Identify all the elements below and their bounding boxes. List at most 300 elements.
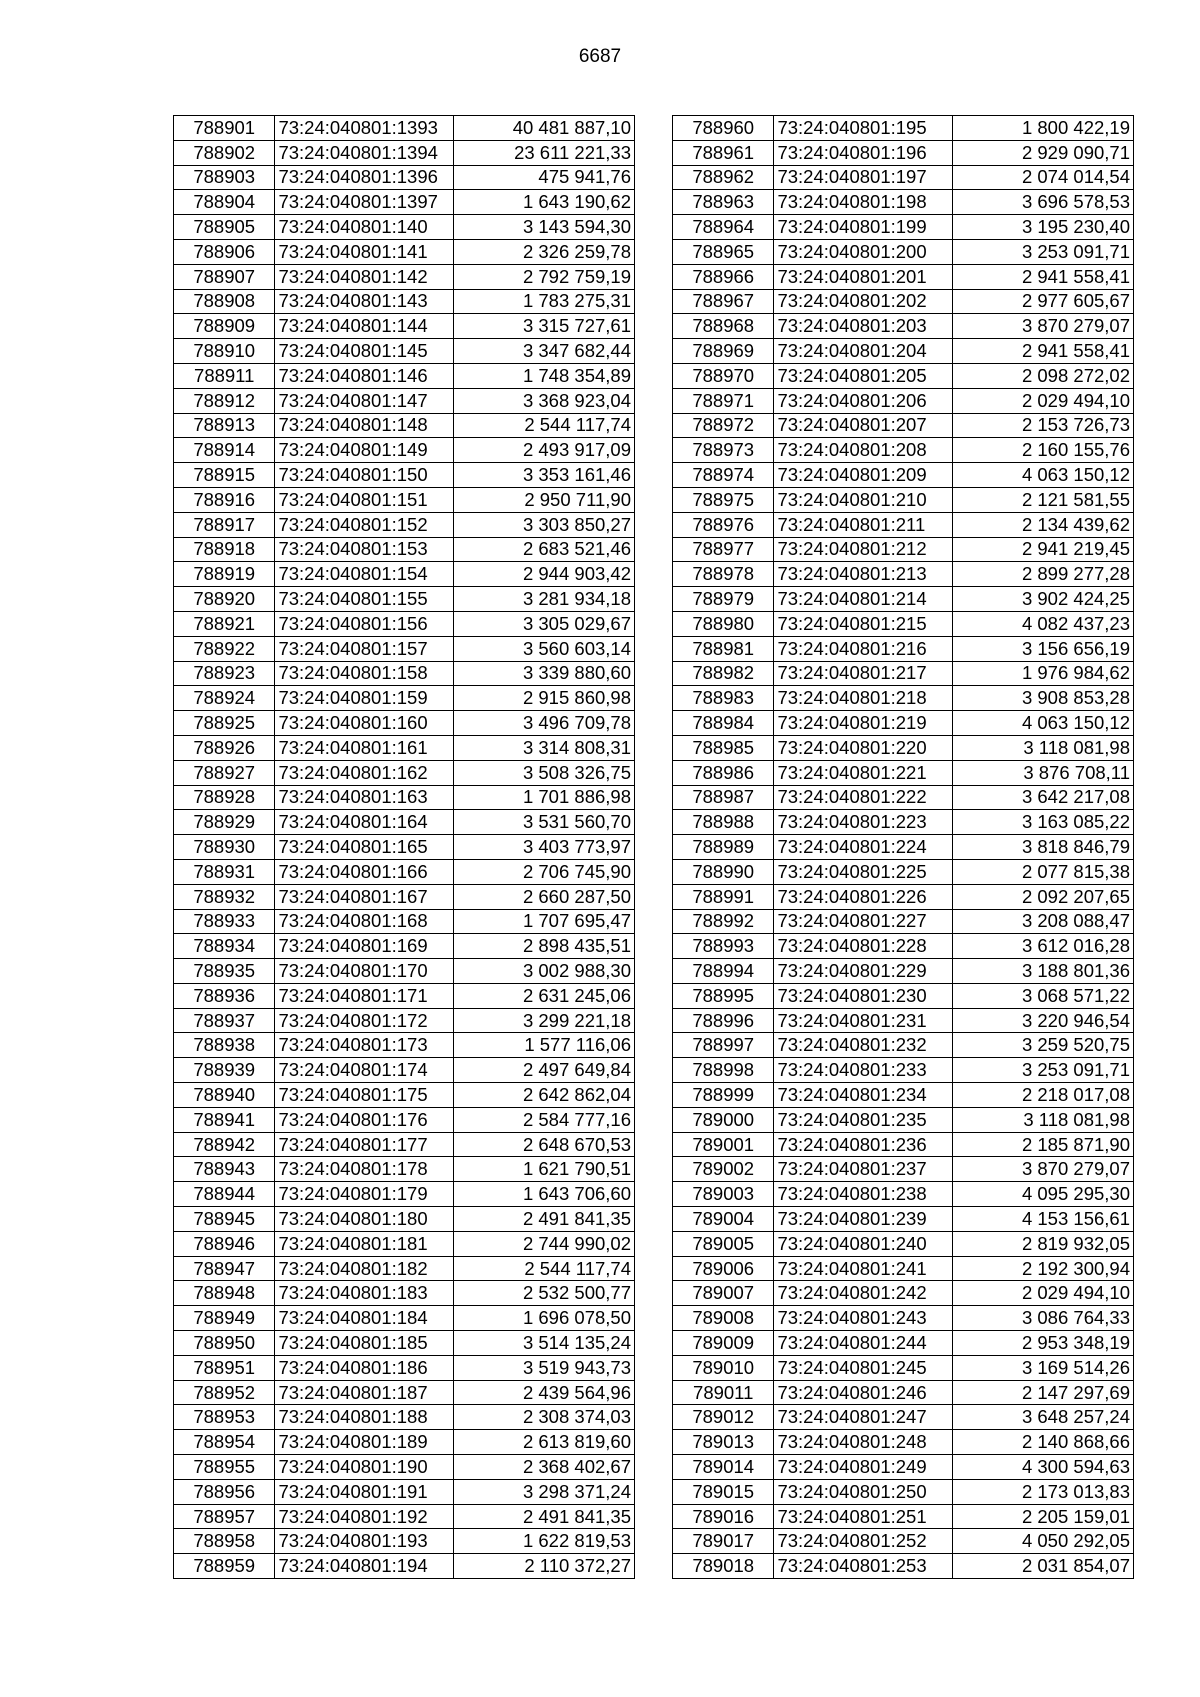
cadastral-value-cell: 2 660 287,50 [454, 884, 635, 909]
cadastral-value-cell: 3 870 279,07 [953, 1157, 1134, 1182]
cadastral-number-cell: 73:24:040801:153 [275, 537, 454, 562]
record-number-cell: 788950 [174, 1331, 275, 1356]
cadastral-number-cell: 73:24:040801:242 [774, 1281, 953, 1306]
record-number-cell: 788940 [174, 1083, 275, 1108]
cadastral-value-cell: 2 439 564,96 [454, 1380, 635, 1405]
cadastral-value-cell: 1 643 706,60 [454, 1182, 635, 1207]
cadastral-value-cell: 1 976 984,62 [953, 661, 1134, 686]
cadastral-number-cell: 73:24:040801:223 [774, 810, 953, 835]
cadastral-number-cell: 73:24:040801:185 [275, 1331, 454, 1356]
cadastral-value-cell: 3 253 091,71 [953, 1058, 1134, 1083]
cadastral-number-cell: 73:24:040801:177 [275, 1132, 454, 1157]
table-row [174, 363, 635, 388]
cadastral-number-cell: 73:24:040801:246 [774, 1380, 953, 1405]
table-row [174, 1479, 635, 1504]
record-number-cell: 788931 [174, 859, 275, 884]
record-number-cell: 788964 [673, 215, 774, 240]
cadastral-value-cell: 2 110 372,27 [454, 1554, 635, 1579]
cadastral-value-cell: 2 944 903,42 [454, 562, 635, 587]
record-number-cell: 788919 [174, 562, 275, 587]
cadastral-value-cell: 2 368 402,67 [454, 1455, 635, 1480]
cadastral-value-cell: 2 218 017,08 [953, 1083, 1134, 1108]
register-table-right [672, 115, 1134, 1579]
cadastral-number-cell: 73:24:040801:233 [774, 1058, 953, 1083]
cadastral-number-cell: 73:24:040801:186 [275, 1355, 454, 1380]
cadastral-value-cell: 3 086 764,33 [953, 1306, 1134, 1331]
cadastral-number-cell: 73:24:040801:171 [275, 983, 454, 1008]
cadastral-number-cell: 73:24:040801:209 [774, 463, 953, 488]
cadastral-value-cell: 2 308 374,03 [454, 1405, 635, 1430]
cadastral-value-cell: 3 303 850,27 [454, 512, 635, 537]
cadastral-value-cell: 3 339 880,60 [454, 661, 635, 686]
table-row [673, 1479, 1134, 1504]
cadastral-number-cell: 73:24:040801:211 [774, 512, 953, 537]
cadastral-number-cell: 73:24:040801:155 [275, 587, 454, 612]
table-row [174, 537, 635, 562]
table-row [673, 289, 1134, 314]
record-number-cell: 788939 [174, 1058, 275, 1083]
cadastral-value-cell: 1 748 354,89 [454, 363, 635, 388]
cadastral-value-cell: 2 648 670,53 [454, 1132, 635, 1157]
cadastral-number-cell: 73:24:040801:203 [774, 314, 953, 339]
record-number-cell: 788929 [174, 810, 275, 835]
cadastral-number-cell: 73:24:040801:219 [774, 711, 953, 736]
cadastral-number-cell: 73:24:040801:248 [774, 1430, 953, 1455]
table-row [174, 289, 635, 314]
cadastral-value-cell: 2 544 117,74 [454, 1256, 635, 1281]
record-number-cell: 788907 [174, 264, 275, 289]
table-row [673, 1132, 1134, 1157]
cadastral-number-cell: 73:24:040801:180 [275, 1207, 454, 1232]
table-row [673, 661, 1134, 686]
table-row [174, 1157, 635, 1182]
record-number-cell: 788928 [174, 785, 275, 810]
cadastral-value-cell: 1 577 116,06 [454, 1033, 635, 1058]
record-number-cell: 788906 [174, 239, 275, 264]
table-row [673, 760, 1134, 785]
record-number-cell: 788977 [673, 537, 774, 562]
record-number-cell: 788918 [174, 537, 275, 562]
cadastral-number-cell: 73:24:040801:191 [275, 1479, 454, 1504]
table-row [673, 1256, 1134, 1281]
cadastral-value-cell: 2 031 854,07 [953, 1554, 1134, 1579]
table-row [673, 785, 1134, 810]
cadastral-number-cell: 73:24:040801:249 [774, 1455, 953, 1480]
cadastral-number-cell: 73:24:040801:218 [774, 686, 953, 711]
cadastral-value-cell: 1 621 790,51 [454, 1157, 635, 1182]
record-number-cell: 788910 [174, 339, 275, 364]
table-row [174, 512, 635, 537]
table-row [673, 1033, 1134, 1058]
cadastral-value-cell: 3 368 923,04 [454, 388, 635, 413]
page-number: 6687 [578, 46, 622, 67]
table-row [174, 1306, 635, 1331]
table-row [673, 1083, 1134, 1108]
cadastral-value-cell: 2 092 207,65 [953, 884, 1134, 909]
record-number-cell: 788959 [174, 1554, 275, 1579]
table-row [673, 884, 1134, 909]
table-row [174, 1380, 635, 1405]
cadastral-value-cell: 3 208 088,47 [953, 909, 1134, 934]
table-row [174, 1331, 635, 1356]
table-row [174, 711, 635, 736]
table-row [673, 835, 1134, 860]
cadastral-value-cell: 1 643 190,62 [454, 190, 635, 215]
cadastral-value-cell: 2 077 815,38 [953, 859, 1134, 884]
cadastral-number-cell: 73:24:040801:161 [275, 735, 454, 760]
record-number-cell: 788932 [174, 884, 275, 909]
record-number-cell: 788937 [174, 1008, 275, 1033]
table-row [174, 438, 635, 463]
record-number-cell: 788925 [174, 711, 275, 736]
record-number-cell: 788953 [174, 1405, 275, 1430]
cadastral-value-cell: 2 493 917,09 [454, 438, 635, 463]
cadastral-value-cell: 2 098 272,02 [953, 363, 1134, 388]
cadastral-value-cell: 3 353 161,46 [454, 463, 635, 488]
cadastral-number-cell: 73:24:040801:166 [275, 859, 454, 884]
cadastral-number-cell: 73:24:040801:200 [774, 239, 953, 264]
record-number-cell: 789003 [673, 1182, 774, 1207]
record-number-cell: 788943 [174, 1157, 275, 1182]
cadastral-value-cell: 3 163 085,22 [953, 810, 1134, 835]
table-row [673, 587, 1134, 612]
cadastral-value-cell: 3 002 988,30 [454, 959, 635, 984]
record-number-cell: 788935 [174, 959, 275, 984]
table-row [174, 1207, 635, 1232]
cadastral-number-cell: 73:24:040801:173 [275, 1033, 454, 1058]
cadastral-number-cell: 73:24:040801:179 [275, 1182, 454, 1207]
record-number-cell: 788945 [174, 1207, 275, 1232]
cadastral-value-cell: 2 792 759,19 [454, 264, 635, 289]
table-row [673, 1405, 1134, 1430]
cadastral-value-cell: 2 953 348,19 [953, 1331, 1134, 1356]
record-number-cell: 789016 [673, 1504, 774, 1529]
record-number-cell: 788944 [174, 1182, 275, 1207]
table-row [174, 1008, 635, 1033]
table-row [673, 1058, 1134, 1083]
table-row [673, 388, 1134, 413]
table-row [174, 1405, 635, 1430]
cadastral-number-cell: 73:24:040801:151 [275, 487, 454, 512]
record-number-cell: 789010 [673, 1355, 774, 1380]
record-number-cell: 788903 [174, 165, 275, 190]
cadastral-value-cell: 1 622 819,53 [454, 1529, 635, 1554]
cadastral-number-cell: 73:24:040801:230 [774, 983, 953, 1008]
record-number-cell: 788912 [174, 388, 275, 413]
cadastral-value-cell: 2 497 649,84 [454, 1058, 635, 1083]
table-row [673, 1107, 1134, 1132]
record-number-cell: 788934 [174, 934, 275, 959]
cadastral-number-cell: 73:24:040801:169 [275, 934, 454, 959]
cadastral-value-cell: 2 185 871,90 [953, 1132, 1134, 1157]
table-row [673, 512, 1134, 537]
cadastral-number-cell: 73:24:040801:205 [774, 363, 953, 388]
table-row [673, 1306, 1134, 1331]
record-number-cell: 788982 [673, 661, 774, 686]
record-number-cell: 788994 [673, 959, 774, 984]
record-number-cell: 789005 [673, 1231, 774, 1256]
cadastral-number-cell: 73:24:040801:240 [774, 1231, 953, 1256]
cadastral-value-cell: 3 118 081,98 [953, 735, 1134, 760]
table-row [673, 686, 1134, 711]
record-number-cell: 788963 [673, 190, 774, 215]
record-number-cell: 788974 [673, 463, 774, 488]
table-row [174, 140, 635, 165]
record-number-cell: 788954 [174, 1430, 275, 1455]
cadastral-value-cell: 2 140 868,66 [953, 1430, 1134, 1455]
cadastral-number-cell: 73:24:040801:251 [774, 1504, 953, 1529]
cadastral-number-cell: 73:24:040801:183 [275, 1281, 454, 1306]
cadastral-number-cell: 73:24:040801:1396 [275, 165, 454, 190]
table-row [174, 760, 635, 785]
cadastral-number-cell: 73:24:040801:194 [275, 1554, 454, 1579]
table-row [174, 1058, 635, 1083]
record-number-cell: 788989 [673, 835, 774, 860]
table-row [673, 1207, 1134, 1232]
table-row [174, 1281, 635, 1306]
table-row [673, 1231, 1134, 1256]
cadastral-value-cell: 3 281 934,18 [454, 587, 635, 612]
cadastral-number-cell: 73:24:040801:188 [275, 1405, 454, 1430]
table-row [174, 661, 635, 686]
record-number-cell: 788976 [673, 512, 774, 537]
record-number-cell: 788909 [174, 314, 275, 339]
cadastral-value-cell: 2 544 117,74 [454, 413, 635, 438]
record-number-cell: 788927 [174, 760, 275, 785]
record-number-cell: 788987 [673, 785, 774, 810]
record-number-cell: 788969 [673, 339, 774, 364]
cadastral-value-cell: 3 642 217,08 [953, 785, 1134, 810]
cadastral-number-cell: 73:24:040801:252 [774, 1529, 953, 1554]
cadastral-number-cell: 73:24:040801:226 [774, 884, 953, 909]
table-row [174, 413, 635, 438]
record-number-cell: 789015 [673, 1479, 774, 1504]
table-row [174, 1083, 635, 1108]
cadastral-number-cell: 73:24:040801:147 [275, 388, 454, 413]
cadastral-value-cell: 2 899 277,28 [953, 562, 1134, 587]
cadastral-number-cell: 73:24:040801:201 [774, 264, 953, 289]
cadastral-value-cell: 2 029 494,10 [953, 388, 1134, 413]
cadastral-number-cell: 73:24:040801:222 [774, 785, 953, 810]
cadastral-value-cell: 475 941,76 [454, 165, 635, 190]
record-number-cell: 788973 [673, 438, 774, 463]
cadastral-number-cell: 73:24:040801:231 [774, 1008, 953, 1033]
table-row [673, 1504, 1134, 1529]
cadastral-number-cell: 73:24:040801:172 [275, 1008, 454, 1033]
record-number-cell: 788905 [174, 215, 275, 240]
record-number-cell: 788967 [673, 289, 774, 314]
table-row [673, 1157, 1134, 1182]
table-row [673, 1008, 1134, 1033]
record-number-cell: 788960 [673, 116, 774, 141]
record-number-cell: 788961 [673, 140, 774, 165]
cadastral-value-cell: 2 192 300,94 [953, 1256, 1134, 1281]
cadastral-number-cell: 73:24:040801:152 [275, 512, 454, 537]
table-row [673, 1380, 1134, 1405]
cadastral-value-cell: 3 068 571,22 [953, 983, 1134, 1008]
record-number-cell: 789018 [673, 1554, 774, 1579]
cadastral-value-cell: 2 819 932,05 [953, 1231, 1134, 1256]
cadastral-value-cell: 3 143 594,30 [454, 215, 635, 240]
record-number-cell: 788908 [174, 289, 275, 314]
table-row [673, 1455, 1134, 1480]
cadastral-value-cell: 3 314 808,31 [454, 735, 635, 760]
table-row [174, 1256, 635, 1281]
cadastral-value-cell: 3 347 682,44 [454, 339, 635, 364]
cadastral-number-cell: 73:24:040801:250 [774, 1479, 953, 1504]
cadastral-number-cell: 73:24:040801:207 [774, 413, 953, 438]
record-number-cell: 789006 [673, 1256, 774, 1281]
table-row [174, 1455, 635, 1480]
cadastral-value-cell: 2 706 745,90 [454, 859, 635, 884]
table-row [673, 140, 1134, 165]
cadastral-value-cell: 2 744 990,02 [454, 1231, 635, 1256]
cadastral-number-cell: 73:24:040801:227 [774, 909, 953, 934]
cadastral-value-cell: 2 683 521,46 [454, 537, 635, 562]
cadastral-value-cell: 3 259 520,75 [953, 1033, 1134, 1058]
cadastral-number-cell: 73:24:040801:232 [774, 1033, 953, 1058]
cadastral-number-cell: 73:24:040801:146 [275, 363, 454, 388]
record-number-cell: 789007 [673, 1281, 774, 1306]
cadastral-number-cell: 73:24:040801:162 [275, 760, 454, 785]
table-row [174, 636, 635, 661]
cadastral-number-cell: 73:24:040801:228 [774, 934, 953, 959]
cadastral-value-cell: 2 950 711,90 [454, 487, 635, 512]
cadastral-number-cell: 73:24:040801:225 [774, 859, 953, 884]
table-row [174, 1033, 635, 1058]
table-row [673, 611, 1134, 636]
cadastral-value-cell: 3 403 773,97 [454, 835, 635, 860]
cadastral-number-cell: 73:24:040801:192 [275, 1504, 454, 1529]
record-number-cell: 788936 [174, 983, 275, 1008]
table-row [174, 1554, 635, 1579]
record-number-cell: 788999 [673, 1083, 774, 1108]
record-number-cell: 788983 [673, 686, 774, 711]
table-row [174, 1182, 635, 1207]
cadastral-number-cell: 73:24:040801:243 [774, 1306, 953, 1331]
table-row [174, 165, 635, 190]
table-row [174, 1504, 635, 1529]
cadastral-number-cell: 73:24:040801:190 [275, 1455, 454, 1480]
table-row [673, 909, 1134, 934]
cadastral-value-cell: 2 584 777,16 [454, 1107, 635, 1132]
cadastral-value-cell: 2 929 090,71 [953, 140, 1134, 165]
cadastral-value-cell: 3 818 846,79 [953, 835, 1134, 860]
cadastral-number-cell: 73:24:040801:143 [275, 289, 454, 314]
record-number-cell: 788998 [673, 1058, 774, 1083]
table-row [174, 388, 635, 413]
cadastral-number-cell: 73:24:040801:178 [275, 1157, 454, 1182]
record-number-cell: 789001 [673, 1132, 774, 1157]
cadastral-value-cell: 3 876 708,11 [953, 760, 1134, 785]
cadastral-number-cell: 73:24:040801:195 [774, 116, 953, 141]
cadastral-value-cell: 1 696 078,50 [454, 1306, 635, 1331]
cadastral-number-cell: 73:24:040801:236 [774, 1132, 953, 1157]
record-number-cell: 788956 [174, 1479, 275, 1504]
record-number-cell: 788924 [174, 686, 275, 711]
cadastral-number-cell: 73:24:040801:164 [275, 810, 454, 835]
record-number-cell: 789014 [673, 1455, 774, 1480]
cadastral-number-cell: 73:24:040801:160 [275, 711, 454, 736]
cadastral-number-cell: 73:24:040801:1393 [275, 116, 454, 141]
table-row [174, 1529, 635, 1554]
record-number-cell: 788971 [673, 388, 774, 413]
cadastral-value-cell: 2 491 841,35 [454, 1207, 635, 1232]
record-number-cell: 788980 [673, 611, 774, 636]
record-number-cell: 788913 [174, 413, 275, 438]
cadastral-number-cell: 73:24:040801:170 [275, 959, 454, 984]
record-number-cell: 789011 [673, 1380, 774, 1405]
record-number-cell: 788938 [174, 1033, 275, 1058]
record-number-cell: 789008 [673, 1306, 774, 1331]
cadastral-value-cell: 3 648 257,24 [953, 1405, 1134, 1430]
cadastral-value-cell: 3 612 016,28 [953, 934, 1134, 959]
cadastral-number-cell: 73:24:040801:216 [774, 636, 953, 661]
table-row [673, 413, 1134, 438]
cadastral-number-cell: 73:24:040801:198 [774, 190, 953, 215]
cadastral-number-cell: 73:24:040801:214 [774, 587, 953, 612]
table-row [174, 1132, 635, 1157]
table-row [673, 1355, 1134, 1380]
cadastral-value-cell: 3 902 424,25 [953, 587, 1134, 612]
record-number-cell: 788915 [174, 463, 275, 488]
cadastral-number-cell: 73:24:040801:144 [275, 314, 454, 339]
cadastral-value-cell: 2 941 558,41 [953, 264, 1134, 289]
table-row [174, 835, 635, 860]
record-number-cell: 788993 [673, 934, 774, 959]
record-number-cell: 788942 [174, 1132, 275, 1157]
cadastral-number-cell: 73:24:040801:245 [774, 1355, 953, 1380]
table-row [673, 116, 1134, 141]
record-number-cell: 789009 [673, 1331, 774, 1356]
cadastral-number-cell: 73:24:040801:217 [774, 661, 953, 686]
cadastral-number-cell: 73:24:040801:148 [275, 413, 454, 438]
record-number-cell: 788965 [673, 239, 774, 264]
table-row [174, 314, 635, 339]
cadastral-number-cell: 73:24:040801:140 [275, 215, 454, 240]
cadastral-number-cell: 73:24:040801:202 [774, 289, 953, 314]
cadastral-number-cell: 73:24:040801:239 [774, 1207, 953, 1232]
table-row [174, 239, 635, 264]
table-row [174, 562, 635, 587]
cadastral-value-cell: 2 160 155,76 [953, 438, 1134, 463]
cadastral-value-cell: 2 491 841,35 [454, 1504, 635, 1529]
record-number-cell: 788975 [673, 487, 774, 512]
record-number-cell: 788970 [673, 363, 774, 388]
cadastral-number-cell: 73:24:040801:175 [275, 1083, 454, 1108]
record-number-cell: 788957 [174, 1504, 275, 1529]
table-row [174, 463, 635, 488]
cadastral-value-cell: 1 707 695,47 [454, 909, 635, 934]
table-row [174, 686, 635, 711]
cadastral-value-cell: 3 195 230,40 [953, 215, 1134, 240]
cadastral-number-cell: 73:24:040801:237 [774, 1157, 953, 1182]
cadastral-number-cell: 73:24:040801:241 [774, 1256, 953, 1281]
record-number-cell: 788988 [673, 810, 774, 835]
cadastral-number-cell: 73:24:040801:221 [774, 760, 953, 785]
register-table-left [173, 115, 635, 1579]
record-number-cell: 789002 [673, 1157, 774, 1182]
table-row [673, 537, 1134, 562]
table-row [673, 735, 1134, 760]
record-number-cell: 788995 [673, 983, 774, 1008]
table-row [673, 363, 1134, 388]
record-number-cell: 788948 [174, 1281, 275, 1306]
table-row [174, 1231, 635, 1256]
cadastral-value-cell: 2 898 435,51 [454, 934, 635, 959]
cadastral-value-cell: 2 134 439,62 [953, 512, 1134, 537]
cadastral-number-cell: 73:24:040801:208 [774, 438, 953, 463]
